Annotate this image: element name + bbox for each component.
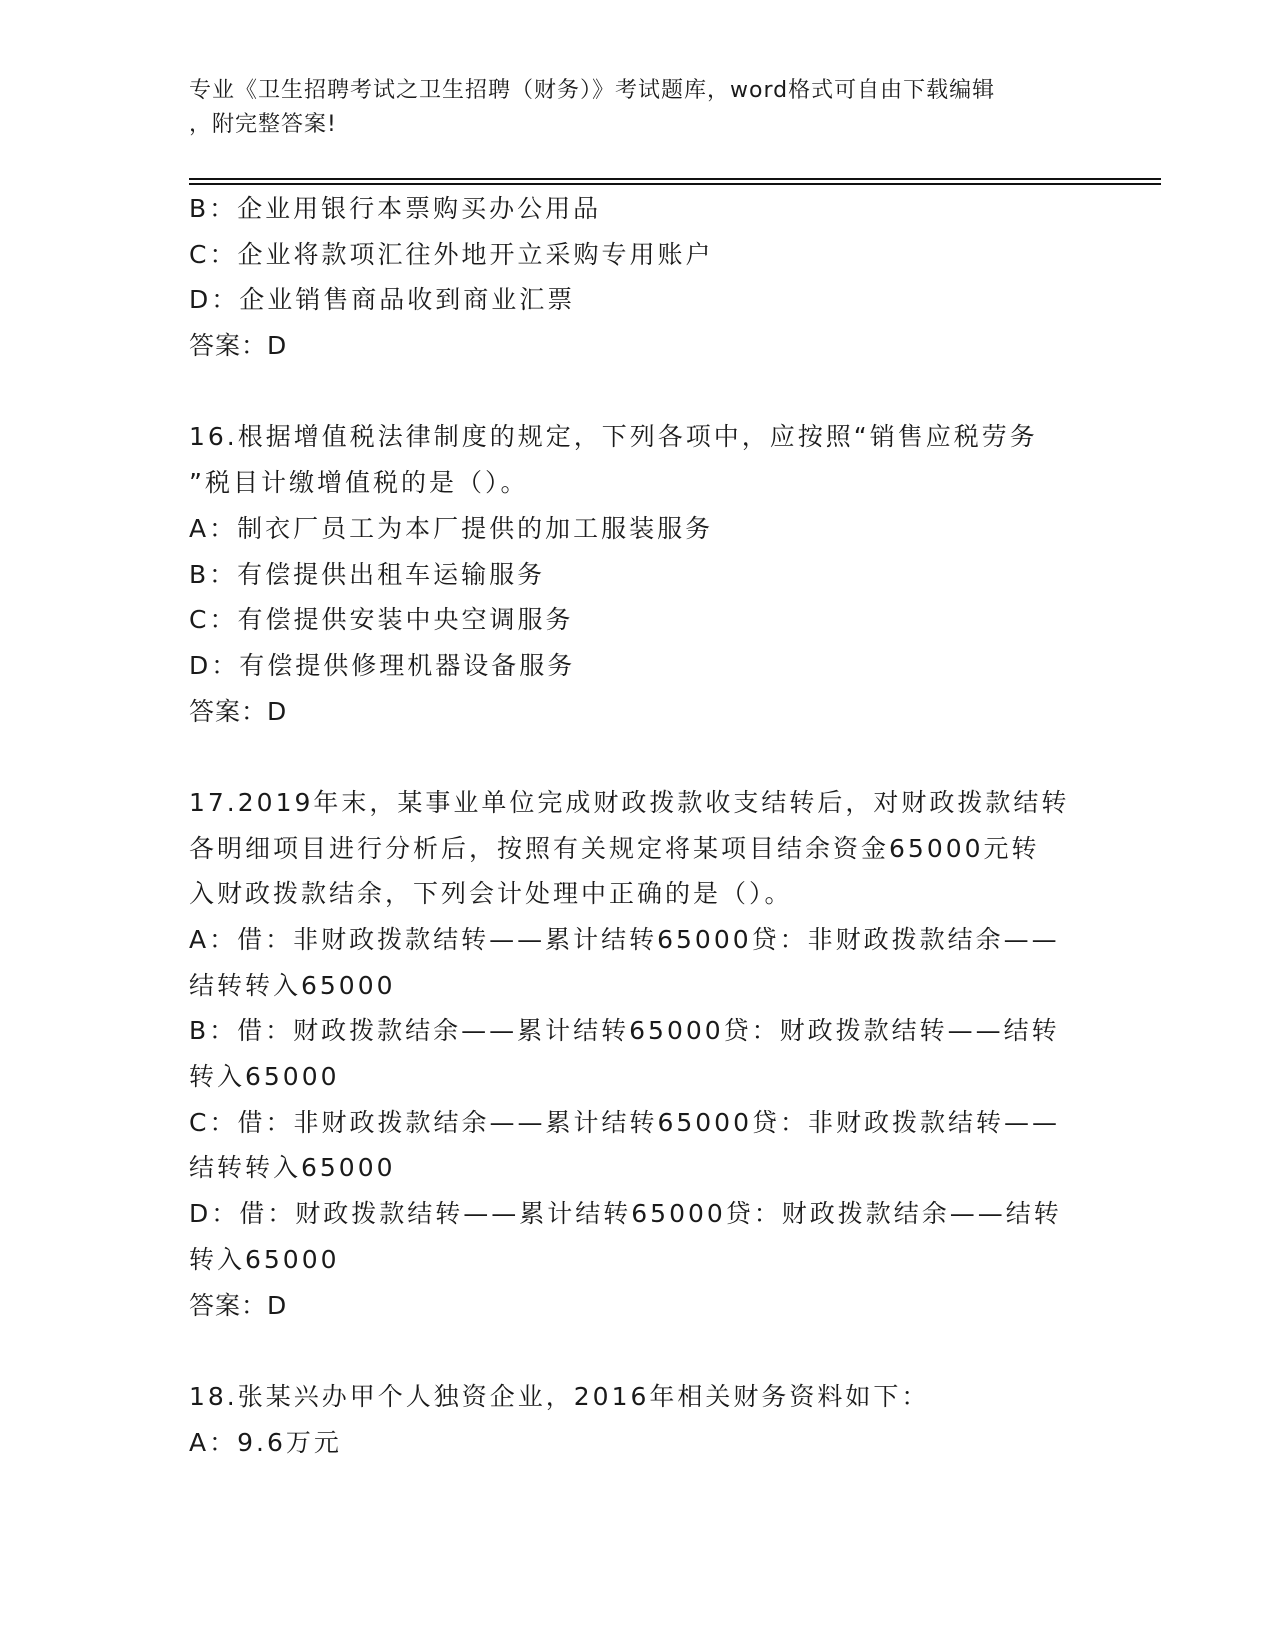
question-stem: 各明细项目进行分析后，按照有关规定将某项目结余资金65000元转 (189, 833, 1040, 863)
document-header (189, 74, 1089, 142)
header-title-line-1: 专业《卫生招聘考试之卫生招聘（财务）》考试题库，word格式可自由下载编辑 (189, 78, 996, 103)
question-17 (189, 780, 1089, 1328)
header-divider-top (189, 178, 1161, 180)
spacer (189, 369, 1089, 415)
question-stem: ”税目计缴增值税的是（）。 (189, 468, 529, 498)
spacer (189, 1328, 1089, 1374)
question-stem: 18.张某兴办甲个人独资企业，2016年相关财务资料如下： (189, 1381, 930, 1411)
option-c: C：企业将款项汇往外地开立采购专用账户 (189, 239, 714, 269)
option-d: D：借：财政拨款结转——累计结转65000贷：财政拨款结余——结转 (189, 1199, 1062, 1229)
option-c: C：借：非财政拨款结余——累计结转65000贷：非财政拨款结转—— (189, 1107, 1060, 1137)
option-d: D：有偿提供修理机器设备服务 (189, 650, 576, 680)
option-d: D：企业销售商品收到商业汇票 (189, 285, 576, 315)
question-stem: 16.根据增值税法律制度的规定，下列各项中，应按照“销售应税劳务 (189, 422, 1038, 452)
option-c-continued: 结转转入65000 (189, 1153, 396, 1183)
question-content (189, 186, 1089, 1465)
question-16 (189, 414, 1089, 734)
option-b-continued: 转入65000 (189, 1062, 340, 1092)
answer: 答案：D (189, 696, 288, 726)
option-a-continued: 结转转入65000 (189, 970, 396, 1000)
answer: 答案：D (189, 1290, 288, 1320)
option-a: A：借：非财政拨款结转——累计结转65000贷：非财政拨款结余—— (189, 925, 1060, 954)
header-title-line-2: ，附完整答案! (189, 112, 337, 137)
header-divider-bottom (189, 183, 1161, 185)
option-b: B：企业用银行本票购买办公用品 (189, 194, 602, 223)
question-15-continued (189, 186, 1089, 369)
question-stem: 入财政拨款结余，下列会计处理中正确的是（）。 (189, 879, 793, 909)
option-a: A：制衣厂员工为本厂提供的加工服装服务 (189, 513, 714, 543)
option-d-continued: 转入65000 (189, 1244, 340, 1274)
question-stem: 17.2019年末，某事业单位完成财政拨款收支结转后，对财政拨款结转 (189, 787, 1070, 817)
option-a: A：9.6万元 (189, 1427, 342, 1457)
spacer (189, 734, 1089, 780)
option-b: B：有偿提供出租车运输服务 (189, 559, 546, 589)
option-b: B：借：财政拨款结余——累计结转65000贷：财政拨款结转——结转 (189, 1016, 1060, 1046)
option-c: C：有偿提供安装中央空调服务 (189, 605, 574, 635)
question-18 (189, 1374, 1089, 1465)
answer: 答案：D (189, 331, 288, 361)
